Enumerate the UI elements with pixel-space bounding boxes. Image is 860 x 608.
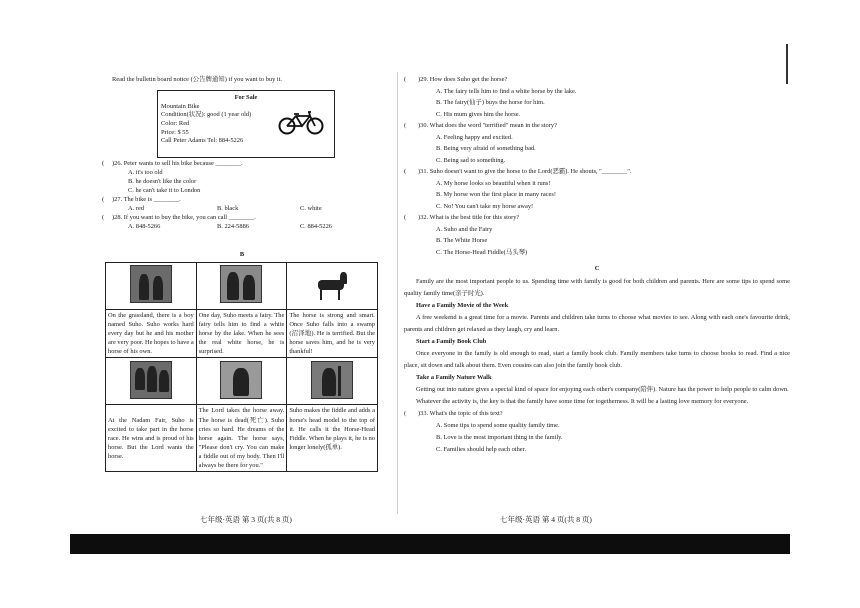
option: B. The White Horse xyxy=(436,237,488,244)
story-grid xyxy=(105,262,378,472)
section-b-label: B xyxy=(239,251,245,258)
option: B. Love is the most important thing in the family. xyxy=(436,434,563,442)
options-row xyxy=(102,205,382,214)
tip-body: Once everyone in the family is old enough to read, start a family book club. Family members take turns to choose books to read. Find a nice place, sit down and talk about them. Even cousins can also join the family book club. xyxy=(404,350,790,370)
notice-title: For Sale xyxy=(234,94,258,101)
story-picture xyxy=(106,263,197,310)
story-text: On the grassland, there is a boy named Suho. Suho works hard every day but he and his mother are very poor. He hopes to have a horse of his own. xyxy=(106,310,197,358)
right-page xyxy=(404,72,790,512)
page-footer-right: 七年级·英语 第 4 页(共 8 页) xyxy=(500,515,592,524)
option: C. No! You can't take my horse away! xyxy=(436,202,534,210)
option: A. My horse looks so beautiful when it runs! xyxy=(436,179,551,187)
questions-26-28 xyxy=(102,160,382,232)
option: A. The fairy tells him to find a white horse by the lake. xyxy=(436,87,577,95)
page-divider xyxy=(397,72,398,514)
left-page xyxy=(102,72,392,512)
option: B. 224-5886 xyxy=(217,223,249,230)
option: B. he doesn't like the color xyxy=(128,178,197,185)
option: C. Being sad to something. xyxy=(436,156,506,164)
questions-29-32 xyxy=(404,76,790,260)
options-row xyxy=(102,223,382,232)
closing-paragraph: Whatever the activity is, the key is that the family have some time for togetherness. It will be a lasting love memory for everyone. xyxy=(416,398,749,406)
scan-bottom-bar xyxy=(70,534,790,554)
option: A. Suho and the Fairy xyxy=(436,225,493,233)
bicycle-icon xyxy=(278,109,324,135)
notice-line: Color: Red xyxy=(161,119,190,127)
story-picture xyxy=(106,358,197,405)
option: A. Some tips to spend some quality family time. xyxy=(436,422,560,430)
notice-line: Mountain Bike xyxy=(161,102,200,110)
passage-c xyxy=(404,276,790,456)
fairy-illustration xyxy=(220,265,262,303)
tip-body: A free weekend is a great time for a movie. Parents and children take turns to choose what movies to see. Along with each one's favourite drink, parents and children get relaxed as they laugh, cry and learn. xyxy=(404,314,790,334)
story-picture xyxy=(196,263,287,310)
notice-line: Price: $ 55 xyxy=(161,128,189,136)
option: C. The Horse-Head Fiddle(马头琴) xyxy=(436,248,528,256)
nadam-fair-illustration xyxy=(130,361,172,399)
lord-illustration xyxy=(220,361,262,399)
horse-illustration xyxy=(312,266,352,302)
notice-line: Call Peter Adams Tel: 884-5226 xyxy=(161,137,244,145)
story-picture xyxy=(287,263,378,310)
tip-heading: Have a Family Movie of the Week xyxy=(416,302,509,310)
question-32: ( )32. What is the best title for this story? xyxy=(404,214,520,221)
question-28: ( )28. If you want to buy the bike, you can call ________. xyxy=(102,214,256,221)
option: C. white xyxy=(300,205,322,212)
story-text: The Lord takes the horse away. The horse is dead(死亡). Suho cries so hard. He dreams of the horse again. The horse says, "Please don't cry. You can make a fiddle out of my body. Then I'll always be there for you." xyxy=(196,405,287,472)
option: A. 848-5266 xyxy=(128,223,161,230)
option: B. My horse won the first place in many races! xyxy=(436,191,556,198)
question-26: ( )26. Peter wants to sell his bike because ________. xyxy=(102,160,243,167)
section-c-label: C xyxy=(594,265,600,272)
option: B. The fairy(仙子) buys the horse for him. xyxy=(436,99,545,106)
option: C. His mum gives him the horse. xyxy=(436,110,521,118)
story-text: Suho makes the fiddle and adds a horse's head model to the top of it. He calls it the Horse-Head Fiddle. When he plays it, he is no longer lonely(孤单). xyxy=(287,405,378,472)
question-30: ( )30. What does the word "terrified" mean in the story? xyxy=(404,122,557,129)
option: B. black xyxy=(217,205,239,212)
question-31: ( )31. Suho doesn't want to give the horse to the Lord(恶霸). He shouts, "________". xyxy=(404,168,632,175)
tip-heading: Start a Family Book Club xyxy=(416,338,487,346)
option: B. Being very afraid of something bad. xyxy=(436,145,536,152)
option: C. 884-5226 xyxy=(300,223,332,230)
story-text: One day, Suho meets a fairy. The fairy tells him to find a white horse by the lake. When he sees the real white horse, he is surprised. xyxy=(196,310,287,358)
option: A. Feeling happy and excited. xyxy=(436,133,513,141)
story-picture xyxy=(196,358,287,405)
question-33: ( )33. What's the topic of this text? xyxy=(404,410,503,418)
reading-intro: Read the bulletin board notice (公告牌通知) if you want to buy it. xyxy=(112,76,283,83)
option: C. he can't take it to London xyxy=(128,187,201,194)
story-picture xyxy=(287,358,378,405)
tip-body: Getting out into nature gives a special kind of space for enjoying each other's company(陪伴). Nature has the power to help people to calm down. xyxy=(416,386,789,394)
tip-heading: Take a Family Nature Walk xyxy=(416,374,492,382)
option: C. Families should help each other. xyxy=(436,446,526,454)
story-text: The horse is strong and smart. Once Suho falls into a swamp (沼泽地). He is terrified. But the horse saves him, and he is very thankful! xyxy=(287,310,378,358)
page-footer-left: 七年级·英语 第 3 页(共 8 页) xyxy=(200,515,292,524)
notice-line: Condition(状况): good (1 year old) xyxy=(161,111,252,119)
question-29: ( )29. How does Suho get the horse? xyxy=(404,76,508,83)
option: A. it's too old xyxy=(128,169,163,176)
intro-paragraph: Family are the most important people to us. Spending time with family is good for both children and parents. Here are some tips to spend some quality family time(亲子时光). xyxy=(404,278,790,298)
for-sale-notice xyxy=(157,90,335,158)
shepherd-illustration xyxy=(130,265,172,303)
scan-edge-mark xyxy=(786,44,788,84)
question-27: ( )27. The bike is ________. xyxy=(102,196,181,203)
option: A. red xyxy=(128,205,144,212)
story-text: At the Nadam Fair, Suho is excited to take part in the horse race. He wins and is proud of his horse. But the Lord wants the horse. xyxy=(106,405,197,472)
fiddle-player-illustration xyxy=(311,361,353,399)
